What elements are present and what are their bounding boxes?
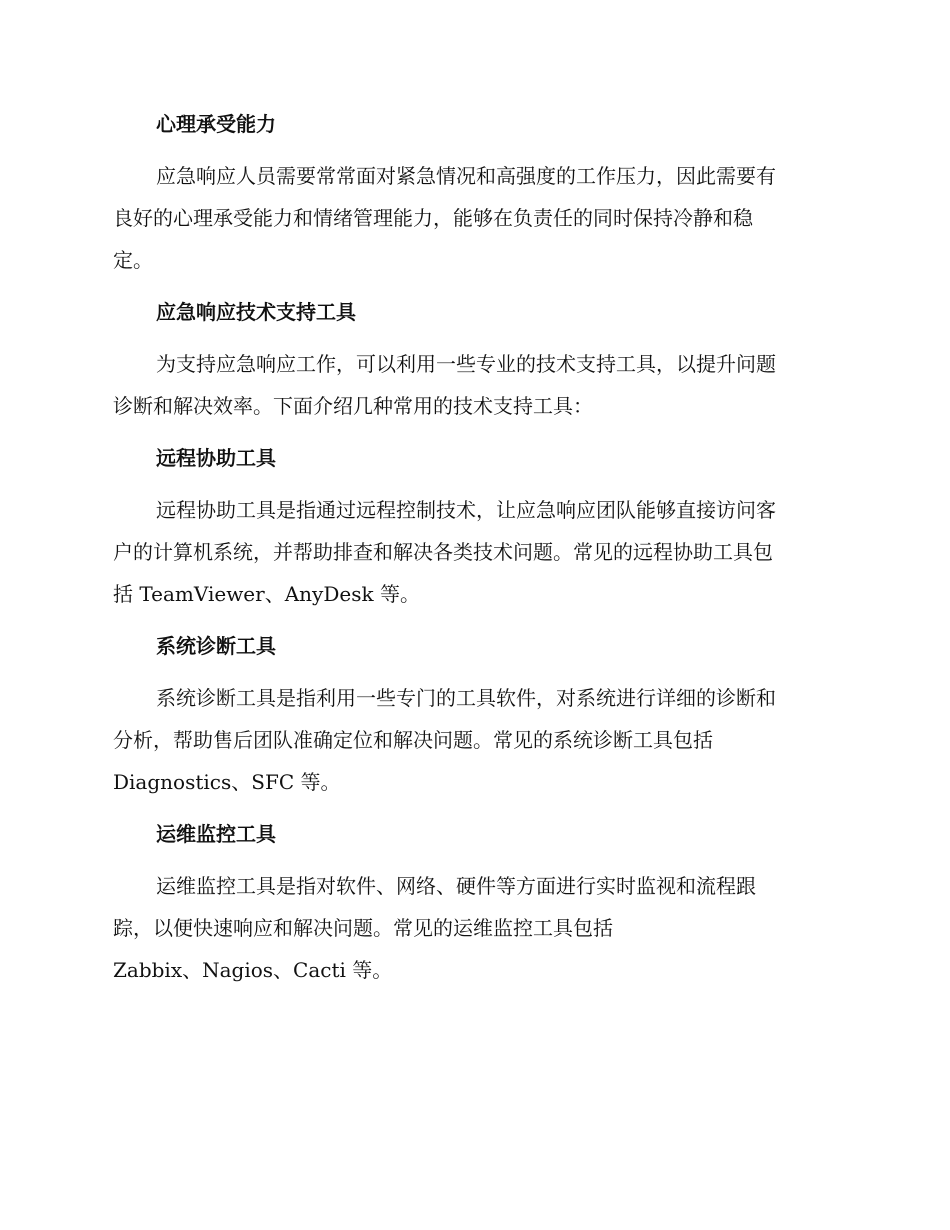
text-line: Zabbix、Nagios、Cacti 等。 (113, 958, 393, 982)
heading-ops-monitoring-tools: 运维监控工具 (156, 822, 276, 846)
text-line: 分析，帮助售后团队准确定位和解决问题。常见的系统诊断工具包括 (113, 728, 713, 752)
text-line: 运维监控工具是指对软件、网络、硬件等方面进行实时监视和流程跟 (156, 874, 756, 898)
text-line: Diagnostics、SFC 等。 (113, 770, 341, 794)
text-line: 踪，以便快速响应和解决问题。常见的运维监控工具包括 (113, 916, 613, 940)
paragraph-remote-assistance-tools (113, 489, 833, 615)
text-line: 括 TeamViewer、AnyDesk 等。 (113, 582, 420, 606)
heading-remote-assistance-tools: 远程协助工具 (156, 446, 276, 470)
text-line: 应急响应人员需要常常面对紧急情况和高强度的工作压力，因此需要有 (156, 164, 776, 188)
heading-psychological-resilience: 心理承受能力 (156, 112, 276, 136)
text-line: 良好的心理承受能力和情绪管理能力，能够在负责任的同时保持冷静和稳 (113, 206, 753, 230)
paragraph-psychological-resilience (113, 155, 833, 281)
text-line: 诊断和解决效率。下面介绍几种常用的技术支持工具： (113, 394, 593, 418)
text-line: 系统诊断工具是指利用一些专门的工具软件，对系统进行详细的诊断和 (156, 686, 776, 710)
text-line: 定。 (113, 248, 153, 272)
paragraph-ops-monitoring-tools (113, 865, 833, 991)
text-line: 远程协助工具是指通过远程控制技术，让应急响应团队能够直接访问客 (156, 498, 776, 522)
paragraph-emergency-support-tools (113, 343, 833, 427)
text-line: 为支持应急响应工作，可以利用一些专业的技术支持工具，以提升问题 (156, 352, 776, 376)
paragraph-system-diagnostic-tools (113, 677, 833, 803)
text-line: 户的计算机系统，并帮助排查和解决各类技术问题。常见的远程协助工具包 (113, 540, 773, 564)
document-body (113, 103, 833, 1001)
heading-system-diagnostic-tools: 系统诊断工具 (156, 634, 276, 658)
heading-emergency-support-tools: 应急响应技术支持工具 (156, 300, 356, 324)
